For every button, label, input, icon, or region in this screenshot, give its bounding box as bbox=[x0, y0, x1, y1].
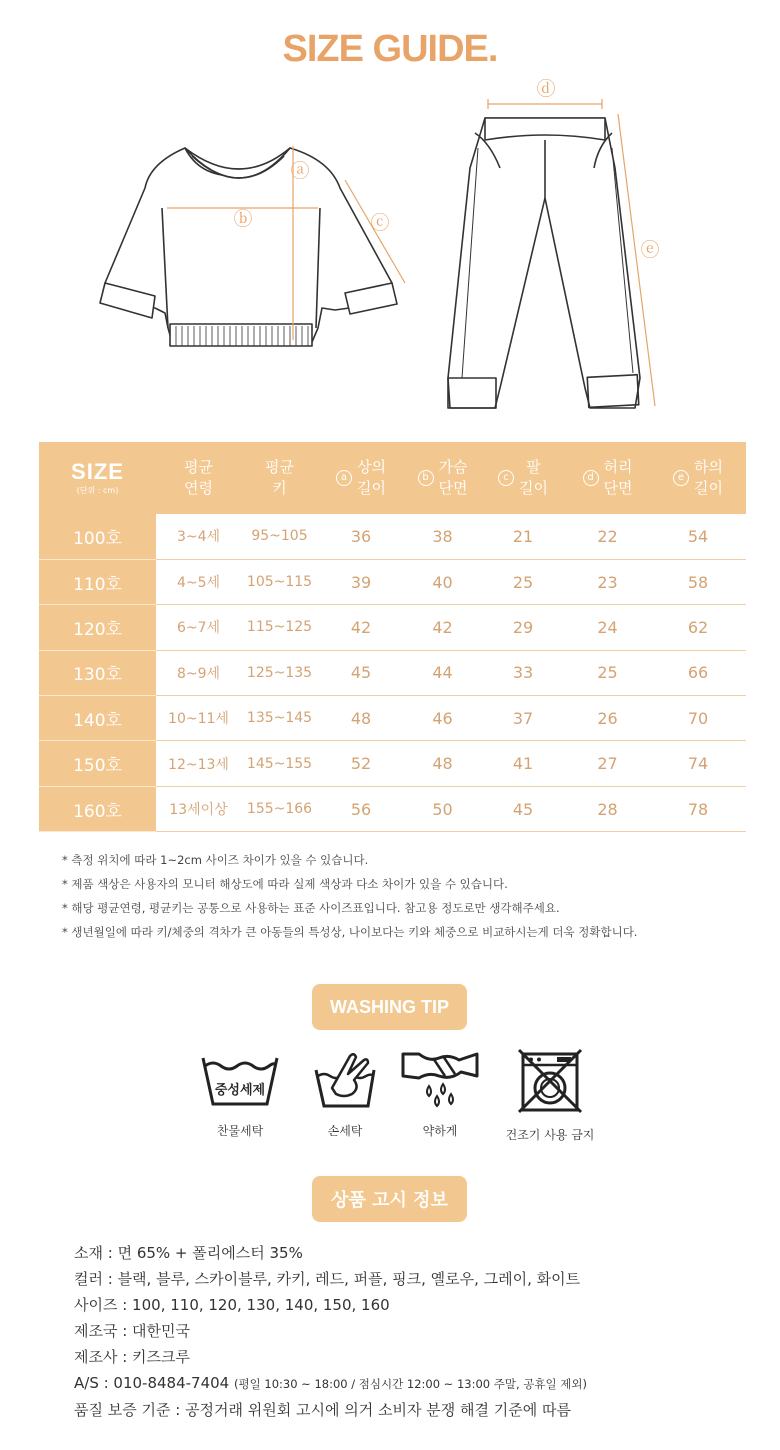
table-cell-height: 135~145 bbox=[241, 696, 318, 741]
product-info bbox=[74, 1240, 587, 1423]
sweatshirt-drawing bbox=[100, 148, 397, 346]
wash-label: 약하게 bbox=[422, 1124, 458, 1138]
table-cell-b: 44 bbox=[404, 650, 481, 695]
table-cell-height: 105~115 bbox=[241, 559, 318, 604]
table-cell-c: 41 bbox=[481, 741, 565, 786]
header-line: 상의 bbox=[357, 458, 386, 476]
header-cell bbox=[565, 442, 650, 514]
no-dryer-icon bbox=[517, 1048, 583, 1114]
hand-wash-icon bbox=[310, 1048, 380, 1110]
table-cell-d: 27 bbox=[565, 741, 650, 786]
table-cell-d: 23 bbox=[565, 559, 650, 604]
header-line: 단면 bbox=[603, 479, 633, 497]
info-line-as bbox=[74, 1370, 587, 1397]
marker-e: ⓔ bbox=[640, 239, 660, 261]
header-line: 평균 bbox=[184, 458, 213, 476]
table-cell-b: 42 bbox=[404, 605, 481, 650]
table-row bbox=[39, 741, 746, 786]
washing-tip-title: WASHING TIP bbox=[312, 984, 467, 1030]
table-row bbox=[39, 650, 746, 695]
table-header-row bbox=[39, 442, 746, 514]
table-cell-d: 26 bbox=[565, 696, 650, 741]
table-cell-b: 46 bbox=[404, 696, 481, 741]
table-cell-a: 56 bbox=[318, 786, 404, 831]
table-row bbox=[39, 696, 746, 741]
wash-tub-icon bbox=[197, 1048, 283, 1110]
size-table bbox=[39, 442, 746, 832]
table-cell-size: 150호 bbox=[39, 741, 156, 786]
garment-diagram bbox=[0, 78, 780, 428]
table-cell-age: 10~11세 bbox=[156, 696, 241, 741]
table-cell-a: 52 bbox=[318, 741, 404, 786]
wash-label: 손세탁 bbox=[327, 1124, 363, 1138]
header-line: 팔 bbox=[526, 458, 541, 476]
table-cell-age: 6~7세 bbox=[156, 605, 241, 650]
header-line: 허리 bbox=[603, 458, 633, 476]
table-cell-age: 8~9세 bbox=[156, 650, 241, 695]
marker-a: ⓐ bbox=[290, 160, 310, 182]
header-line: 연령 bbox=[184, 479, 213, 497]
marker-circle: c bbox=[498, 470, 514, 486]
table-cell-c: 33 bbox=[481, 650, 565, 695]
table-cell-e: 58 bbox=[650, 559, 746, 604]
wash-item bbox=[190, 1048, 290, 1139]
table-cell-c: 37 bbox=[481, 696, 565, 741]
table-cell-d: 25 bbox=[565, 650, 650, 695]
washing-icons bbox=[190, 1048, 610, 1148]
table-cell-e: 62 bbox=[650, 605, 746, 650]
info-line: 제조국 : 대한민국 bbox=[74, 1322, 191, 1340]
as-hours: (평일 10:30 ~ 18:00 / 점심시간 12:00 ~ 13:00 주말, 공휴일 제외) bbox=[234, 1377, 587, 1391]
table-row bbox=[39, 786, 746, 831]
table-cell-size: 140호 bbox=[39, 696, 156, 741]
note-item: * 생년월일에 따라 키/체중의 격차가 큰 아동들의 특성상, 나이보다는 키와 체중으로 비교하시는게 더욱 정확합니다. bbox=[62, 925, 638, 939]
table-cell-c: 29 bbox=[481, 605, 565, 650]
table-cell-c: 25 bbox=[481, 559, 565, 604]
notes bbox=[62, 848, 637, 944]
table-cell-height: 155~166 bbox=[241, 786, 318, 831]
header-cell bbox=[156, 442, 241, 514]
marker-d: ⓓ bbox=[536, 78, 556, 100]
header-cell bbox=[404, 442, 481, 514]
table-cell-a: 48 bbox=[318, 696, 404, 741]
table-body bbox=[39, 514, 746, 832]
table-cell-a: 45 bbox=[318, 650, 404, 695]
header-line: 가슴 bbox=[438, 458, 468, 476]
table-cell-size: 100호 bbox=[39, 514, 156, 559]
table-row bbox=[39, 559, 746, 604]
header-line: 키 bbox=[272, 479, 287, 497]
wash-label: 찬물세탁 bbox=[216, 1124, 264, 1138]
table-cell-a: 36 bbox=[318, 514, 404, 559]
marker-circle: b bbox=[418, 470, 434, 486]
pants-drawing bbox=[448, 118, 640, 408]
table-cell-size: 130호 bbox=[39, 650, 156, 695]
wash-item bbox=[390, 1048, 490, 1139]
wring-icon bbox=[399, 1048, 481, 1110]
table-cell-age: 13세이상 bbox=[156, 786, 241, 831]
table-cell-height: 125~135 bbox=[241, 650, 318, 695]
info-line: 컬러 : 블랙, 블루, 스카이블루, 카키, 레드, 퍼플, 핑크, 옐로우, 그레이, 화이트 bbox=[74, 1270, 581, 1288]
product-info-title: 상품 고시 정보 bbox=[312, 1176, 467, 1222]
table-cell-b: 38 bbox=[404, 514, 481, 559]
table-cell-e: 54 bbox=[650, 514, 746, 559]
marker-circle: e bbox=[673, 470, 689, 486]
table-row bbox=[39, 605, 746, 650]
svg-text:중성세제: 중성세제 bbox=[214, 1083, 266, 1098]
table-cell-age: 3~4세 bbox=[156, 514, 241, 559]
table-cell-age: 4~5세 bbox=[156, 559, 241, 604]
info-line: 소재 : 면 65% + 폴리에스터 35% bbox=[74, 1244, 303, 1262]
header-line: 길이 bbox=[519, 479, 548, 497]
wash-item bbox=[490, 1048, 610, 1143]
table-row bbox=[39, 514, 746, 559]
marker-b: ⓑ bbox=[233, 208, 253, 230]
table-cell-height: 95~105 bbox=[241, 514, 318, 559]
table-cell-size: 120호 bbox=[39, 605, 156, 650]
info-line: 사이즈 : 100, 110, 120, 130, 140, 150, 160 bbox=[74, 1296, 390, 1314]
header-line: 길이 bbox=[357, 479, 386, 497]
header-line: 하의 bbox=[694, 458, 723, 476]
note-item: * 제품 색상은 사용자의 모니터 해상도에 따라 실제 색상과 다소 차이가 있을 수 있습니다. bbox=[62, 877, 508, 891]
header-line: 길이 bbox=[694, 479, 723, 497]
table-cell-a: 39 bbox=[318, 559, 404, 604]
table-cell-c: 21 bbox=[481, 514, 565, 559]
info-line: 품질 보증 기준 : 공정거래 위원회 고시에 의거 소비자 분쟁 해결 기준에 따름 bbox=[74, 1401, 571, 1419]
header-line: 평균 bbox=[265, 458, 294, 476]
table-cell-b: 48 bbox=[404, 741, 481, 786]
info-line: 제조사 : 키즈크루 bbox=[74, 1348, 191, 1366]
table-cell-e: 70 bbox=[650, 696, 746, 741]
table-cell-size: 160호 bbox=[39, 786, 156, 831]
table-cell-d: 28 bbox=[565, 786, 650, 831]
page-title: SIZE GUIDE. bbox=[282, 28, 498, 70]
wash-item bbox=[295, 1048, 395, 1139]
table-cell-size: 110호 bbox=[39, 559, 156, 604]
table-cell-age: 12~13세 bbox=[156, 741, 241, 786]
table-cell-e: 74 bbox=[650, 741, 746, 786]
table-cell-c: 45 bbox=[481, 786, 565, 831]
table-cell-a: 42 bbox=[318, 605, 404, 650]
table-cell-b: 40 bbox=[404, 559, 481, 604]
note-item: * 측정 위치에 따라 1~2cm 사이즈 차이가 있을 수 있습니다. bbox=[62, 853, 369, 867]
marker-c: ⓒ bbox=[370, 212, 390, 234]
table-cell-d: 24 bbox=[565, 605, 650, 650]
table-cell-d: 22 bbox=[565, 514, 650, 559]
header-cell bbox=[241, 442, 318, 514]
as-phone: A/S : 010-8484-7404 bbox=[74, 1374, 230, 1392]
header-line: 단면 bbox=[438, 479, 468, 497]
header-cell bbox=[650, 442, 746, 514]
header-size: SIZE (단위 : cm) bbox=[39, 442, 156, 514]
table-cell-b: 50 bbox=[404, 786, 481, 831]
header-cell bbox=[318, 442, 404, 514]
note-item: * 해당 평균연령, 평균키는 공통으로 사용하는 표준 사이즈표입니다. 참고용 정도로만 생각해주세요. bbox=[62, 901, 560, 915]
marker-circle: a bbox=[336, 470, 352, 486]
table-cell-e: 66 bbox=[650, 650, 746, 695]
table-cell-height: 145~155 bbox=[241, 741, 318, 786]
table-cell-height: 115~125 bbox=[241, 605, 318, 650]
table-cell-e: 78 bbox=[650, 786, 746, 831]
header-cell bbox=[481, 442, 565, 514]
wash-label: 건조기 사용 금지 bbox=[505, 1128, 595, 1142]
marker-circle: d bbox=[583, 470, 599, 486]
